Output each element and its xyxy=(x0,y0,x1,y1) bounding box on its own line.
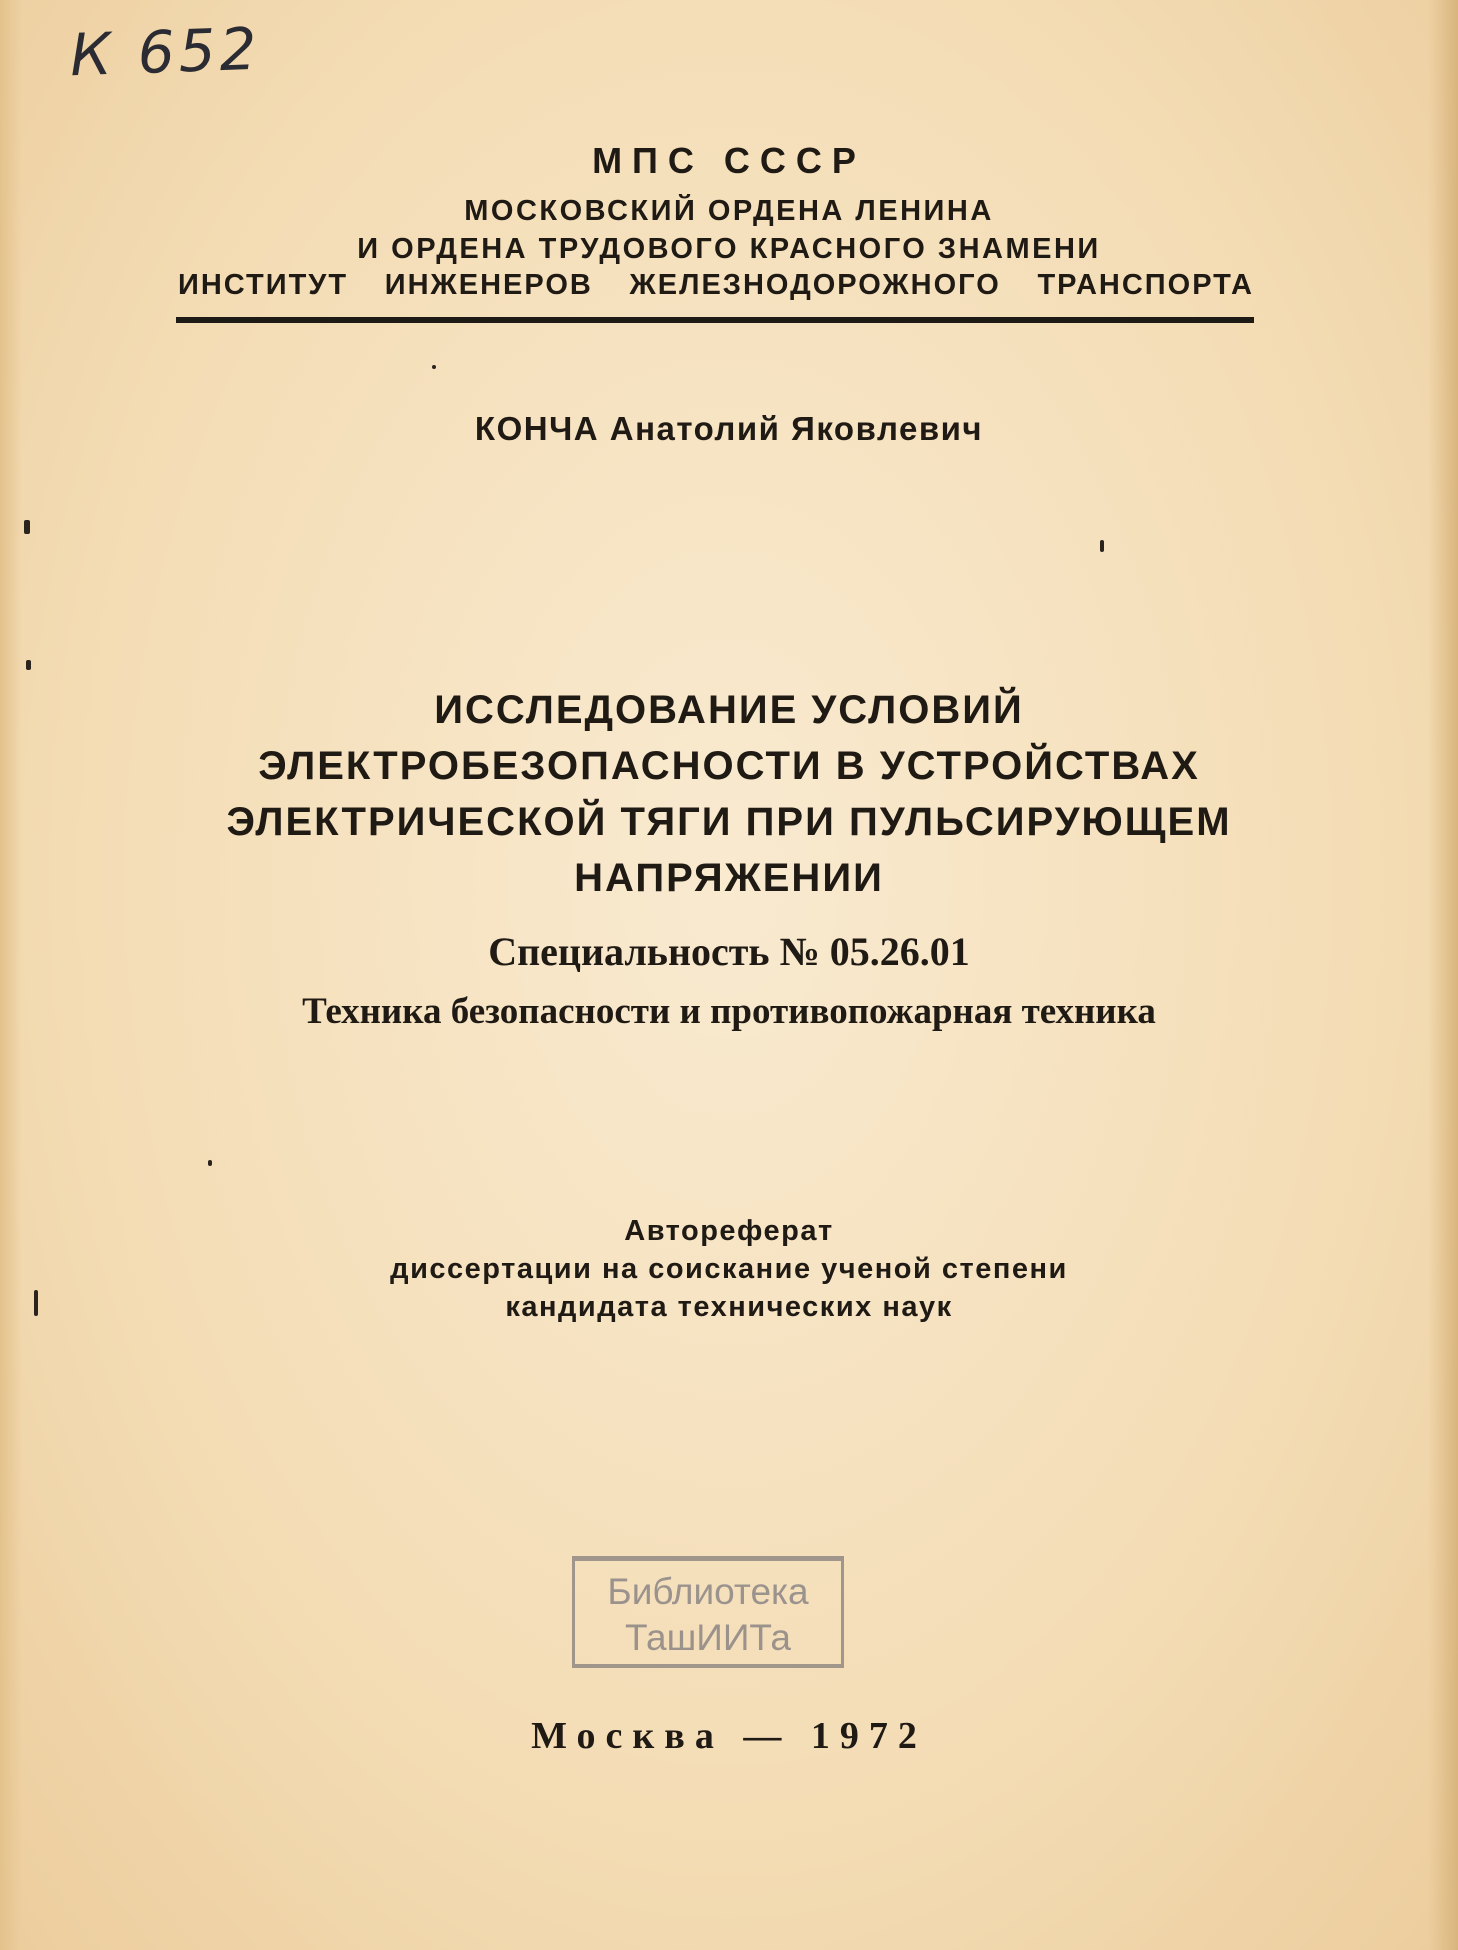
paper-speck xyxy=(26,660,31,670)
specialty-number: Специальность № 05.26.01 xyxy=(488,929,970,974)
institute-word: ИНСТИТУТ xyxy=(178,269,349,301)
paper-speck xyxy=(1100,540,1104,552)
header-divider xyxy=(176,317,1254,323)
title-line: ЭЛЕКТРОБЕЗОПАСНОСТИ В УСТРОЙСТВАХ xyxy=(258,744,1200,788)
title-line: ИССЛЕДОВАНИЕ УСЛОВИЙ xyxy=(434,688,1024,732)
abstract-description xyxy=(0,1212,1458,1326)
author-name: КОНЧА Анатолий Яковлевич xyxy=(474,410,984,447)
dissertation-title xyxy=(0,682,1458,906)
specialty-field: Техника безопасности и противопожарная техника xyxy=(302,991,1156,1032)
paper-speck xyxy=(432,365,436,369)
paper-speck xyxy=(208,1160,212,1166)
institute-word: ИНЖЕНЕРОВ xyxy=(384,269,593,301)
stamp-line: Библиотека xyxy=(607,1571,809,1612)
page-edge-left xyxy=(0,0,22,1950)
paper-speck xyxy=(34,1290,38,1316)
institute-word: ЖЕЛЕЗНОДОРОЖНОГО xyxy=(629,269,1001,301)
abstract-line: Автореферат xyxy=(624,1215,834,1247)
library-stamp xyxy=(572,1556,844,1668)
stamp-line: ТашИИТа xyxy=(625,1617,791,1658)
page-edge-right xyxy=(1428,0,1458,1950)
abstract-line: диссертации на соискание ученой степени xyxy=(390,1253,1068,1285)
handwritten-shelf-code: К 652 xyxy=(68,14,262,90)
paper-speck xyxy=(24,520,30,534)
abstract-line: кандидата технических наук xyxy=(505,1291,953,1323)
institute-line-2: И ОРДЕНА ТРУДОВОГО КРАСНОГО ЗНАМЕНИ xyxy=(357,233,1101,265)
institute-line-3 xyxy=(178,266,1254,304)
imprint-city-year: Москва — 1972 xyxy=(531,1715,927,1757)
institute-word: ТРАНСПОРТА xyxy=(1037,269,1254,301)
institute-line-1: МОСКОВСКИЙ ОРДЕНА ЛЕНИНА xyxy=(464,195,994,227)
title-line: НАПРЯЖЕНИИ xyxy=(574,856,884,900)
title-line: ЭЛЕКТРИЧЕСКОЙ ТЯГИ ПРИ ПУЛЬСИРУЮЩЕМ xyxy=(226,800,1232,844)
ministry-heading: МПС СССР xyxy=(592,140,866,181)
